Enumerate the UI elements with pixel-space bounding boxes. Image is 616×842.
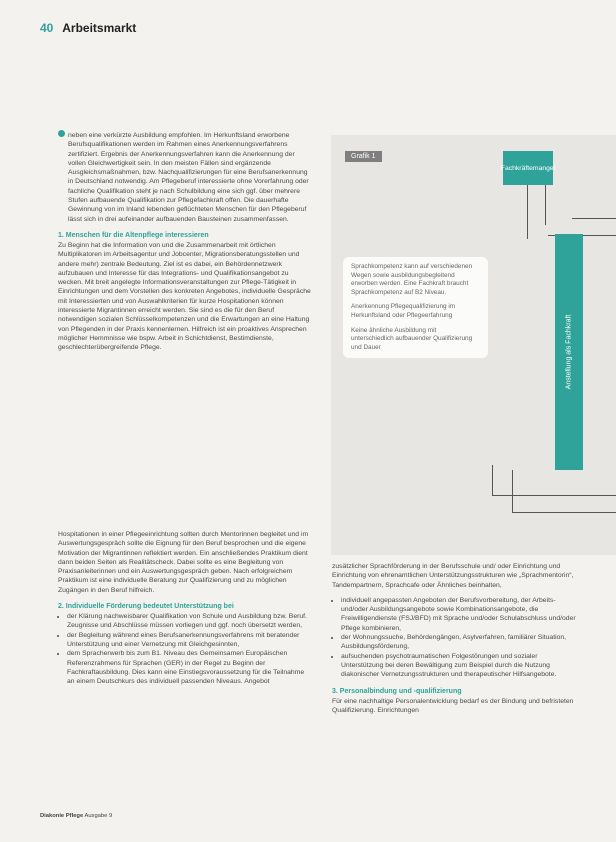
callout-item: Keine ähnliche Ausbildung mit unterschiedlich aufbauender Qualifizierung und Dauer bbox=[351, 326, 473, 351]
section1-heading: 1. Menschen für die Altenpflege interessieren bbox=[58, 231, 209, 239]
callout-item: Sprachkompetenz kann auf verschiedenen Wegen sowie ausbildungsbegleitend erworben werden. Eine Fachkraft braucht Sprachkompetenz auf B2 Niveau. bbox=[351, 263, 473, 296]
footer-brand: Diakonie Pflege bbox=[40, 813, 84, 819]
list-item: • der Wohnungssuche, Behördengängen, Asylverfahren, familiärer Situation, Ausbildungsförderung, bbox=[341, 633, 580, 652]
page-footer bbox=[40, 813, 112, 819]
connector-line bbox=[492, 465, 493, 495]
left-column-bottom bbox=[58, 530, 313, 692]
section1-body: Zu Beginn hat die Information von und die Zusammenarbeit mit örtlichen Multiplikatoren im Arbeitsagentur und Jobcenter, Migrationsberatungsstellen und andere mehr) zentrale Bedeutung. Ziel ist es dabei, ein Behördennetzwerk aufzubauen und Interesse für das Integrations- und Qualifikationsangebot zu wecken. Mit breit angelegte Informationsveranstaltungen zur Pflege-Tätigkeit in Einrichtungen und dem Vorstellen des konkreten Angebotes, individuelle Gespräche mit Interessierten und von Auswahlkriterien für kurze Hospitationen können interessierte Migrantinnen erreicht werden. Sie sind es die für den Beruf notwendigen sozialen Schlüsselkompetenzen und die Erwartungen an eine Haltung von Pflegenden in der Praxis kennenlernen. Hilfreich ist ein proaktives Ansprechen möglicher Hemmnisse wie bspw. Arbeit in Schichtdienst, Bestimdienste, geschlechterübergreifende Pflege. bbox=[58, 241, 311, 352]
graphic-tag: Grafik 1 bbox=[345, 151, 382, 162]
left-column-top bbox=[58, 131, 313, 359]
section2-heading: 2. Individuelle Förderung bedeutet Unterstützung bei bbox=[58, 603, 234, 611]
connector-line bbox=[492, 495, 616, 496]
list-item: • aufsuchenden psychotraumatischen Folgestörungen und sozialer Unterstützung bei deren Bewältigung zum Beispiel durch die Nutzung diakonischer Vernetzungsstrukturen und therapeutischer Hilfsangebote. bbox=[341, 652, 580, 680]
right-column bbox=[332, 562, 580, 721]
right-list bbox=[332, 596, 580, 680]
connector-line bbox=[512, 470, 513, 512]
page-header bbox=[40, 21, 136, 35]
graphic-callout bbox=[343, 257, 488, 358]
intro-paragraph: neben eine verkürzte Ausbildung empfohlen. Im Herkunftsland erworbene Berufsqualifikationen werden im Rahmen eines Anerkennungsverfahrens zertifiziert. Ergebnis der Anerkennungsverfahren kann die Anerkennung der vollen Gleichwertigkeit sein. In den meisten Fällen sind ergänzende Ausgleichsmaßnahmen, bzw. Nachqualifizierungen für eine Berufsanerkennung in Deutschland notwendig. Am Pflegeberuf interessierte ohne Vorerfahrung oder fachliche Qualifikation steht je nach Schulbildung eine sich ggf. über mehrere Stufen aufbauende Qualifikation zur Pflegefachkraft offen. Die dauerhafte Gewinnung von im Inland lebenden geflüchteten Menschen für den Pflegeberuf lässt sich in drei aufeinander aufbauenden Bausteinen zusammenfassen. bbox=[68, 132, 309, 223]
fachkraeftemangel-box: Fachkräftemangel bbox=[503, 151, 553, 185]
section2-list bbox=[58, 612, 313, 686]
callout-item: Anerkennung Pflegequalifizierung im Herkunftsland oder Pflegeerfahrung bbox=[351, 303, 456, 319]
section1-body2: Hospitationen in einer Pflegeeinrichtung sollten durch Mentorinnen begleitet und im Auswertungsgespräch sollte die Eignung für den Beruf besprochen und die eigene Motivation der Migrantinnen reflektiert werden. Ein anschließendes Praktikum dient dann beiden Seiten als Realitätscheck. Dabei sollte es eine Begleitung von Praxisanleiterinnen und ein Auswertungsgespräch geben. Nach erfolgreichem Praktikum ist eine individuelle Beratung zur Qualifizierung und zu möglichen Zugängen in den Beruf hilfreich. bbox=[58, 531, 309, 594]
page-number: 40 bbox=[40, 21, 54, 35]
list-item: • der Begleitung während eines Berufsanerkennungsverfahrens mit beratender Unterstützung und einer Vernetzung mit Gleichgesinnten, bbox=[67, 631, 313, 650]
section-title: Arbeitsmarkt bbox=[62, 21, 137, 35]
connector-line bbox=[572, 218, 616, 219]
section3-heading: 3. Personalbindung und -qualifizierung bbox=[332, 687, 462, 695]
section3-body: Für eine nachhaltige Personalentwicklung bedarf es der Bindung und befristeten Qualifizierung. Einrichtungen bbox=[332, 697, 574, 714]
list-item: • individuell angepassten Angeboten der Berufsvorbereitung, der Arbeits- und/oder Ausbildungsangebote sowie Kombinationsangebote, die Freiwilligendienste (FSJ/BFD) mit Sprache und/oder Schulabschluss und/oder Pflege kombinieren, bbox=[341, 596, 580, 633]
connector-line bbox=[512, 512, 616, 513]
connector-line bbox=[527, 185, 528, 239]
connector-line bbox=[545, 185, 546, 225]
list-item: • dem Spracherwerb bis zum B1. Niveau des Gemeinsamen Europäischen Referenzrahmens für Sprachen (GER) in der Regel zu Beginn der Fachkraftausbildung. Dies kann eine Einstiegsvoraussetzung für die Teilnahme an einem Deutschkurs des individuell passenden Niveaus. Angebot bbox=[67, 649, 313, 686]
footer-issue: Ausgabe 9 bbox=[84, 813, 113, 819]
right-continuation: zusätzlicher Sprachförderung in der Berufsschule und/ oder Einrichtung und Einrichtung von ehrenamtlichen Unterstützungsstrukturen wie „Sprachmentorin“, Tandempartnern, Sprachcafe oder Ähnliches beinhalten, bbox=[332, 563, 574, 589]
list-item: • der Klärung nachweisbarer Qualifikation von Schule und Ausbildung bzw. Beruf. Zeugnisse und Abschlüsse müssen vorliegen und ggf. noch übersetzt werden, bbox=[67, 612, 313, 631]
anstellung-label: Anstellung als Fachkraft bbox=[565, 314, 573, 390]
